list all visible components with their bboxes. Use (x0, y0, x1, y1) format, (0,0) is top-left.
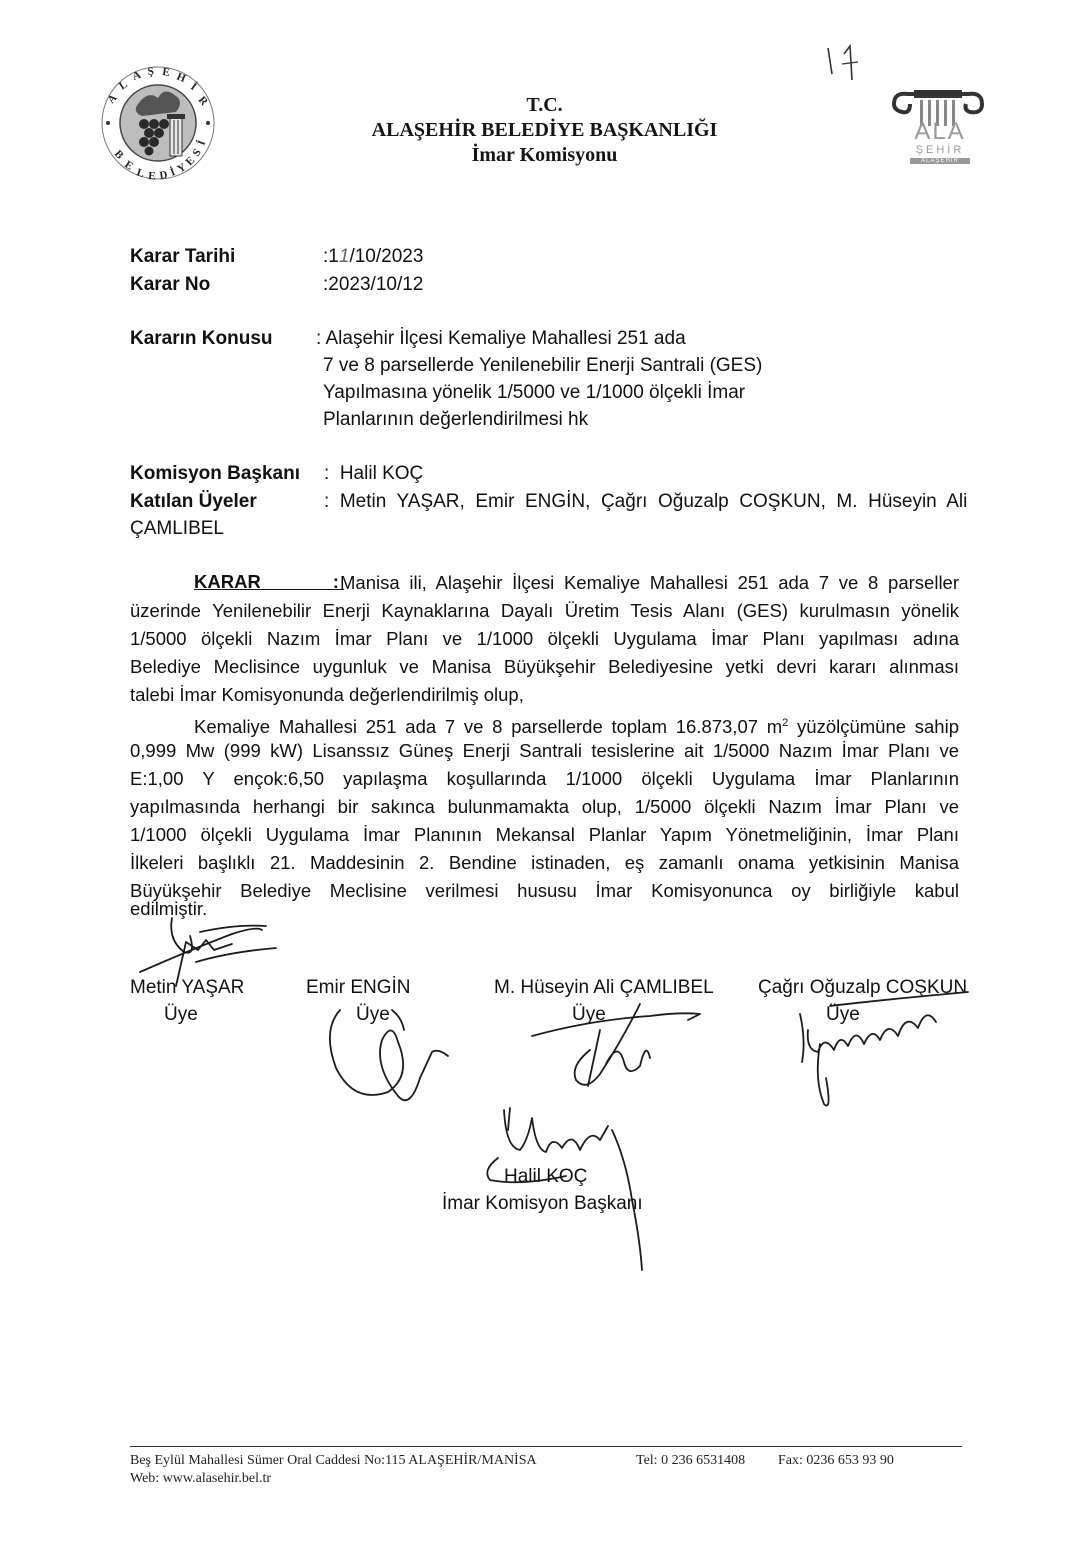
svg-text:S: S (190, 147, 204, 159)
decision-p2-line-5: 1/1000 ölçekli Uygulama İmar Planının Mekansal Planlar Yapım Yönetmeliğinin, İmar Planı (130, 824, 959, 845)
signature-1-name: Metin YAŞAR (130, 977, 245, 998)
svg-text:A: A (105, 92, 120, 107)
signature-1-handwriting (140, 918, 276, 986)
chair-signature-name: Halil KOÇ (504, 1166, 588, 1187)
signature-3-role: Üye (572, 1004, 606, 1025)
subject-line-4: Planlarının değerlendirilmesi hk (323, 409, 589, 430)
header-commission: İmar Komisyonu (471, 144, 618, 166)
svg-text:E: E (183, 154, 198, 169)
members-label: Katılan Üyeler (130, 491, 257, 512)
svg-text:L: L (135, 166, 146, 181)
svg-text:B: B (111, 147, 126, 162)
svg-text:İ: İ (168, 166, 178, 179)
decision-p1-line-4: Belediye Meclisince uygunluk ve Manisa Büyükşehir Belediyesine yetki devri kararı alınması (130, 656, 959, 677)
decision-p1-line-3: 1/5000 ölçekli Nazım İmar Planı ve 1/1000 ölçekli Uygulama İmar Planı yapılması adına (130, 628, 959, 649)
svg-text:H: H (174, 70, 188, 85)
signature-2-name: Emir ENGİN (306, 977, 411, 998)
decision-p1-line-5: talebi İmar Komisyonunda değerlendirilmiş olup, (130, 684, 524, 705)
subject-line-1: : Alaşehir İlçesi Kemaliye Mahallesi 251 ada (316, 328, 686, 349)
signature-4-role: Üye (826, 1004, 860, 1025)
chair-signature-role: İmar Komisyon Başkanı (442, 1193, 643, 1214)
svg-text:İ: İ (195, 138, 209, 148)
subject-line-3: Yapılmasına yönelik 1/5000 ve 1/1000 ölçekli İmar (323, 382, 746, 403)
footer-tel: Tel: 0 236 6531408 (636, 1453, 746, 1468)
city-logo-text-top: ALA (914, 118, 966, 145)
decision-p2-line-3: E:1,00 Y ençok:6,50 yapılaşma koşullarında 1/1000 ölçekli Uygulama İmar Planlarının (130, 768, 959, 789)
signature-3-handwriting (532, 1004, 700, 1086)
date-label: Karar Tarihi (130, 246, 236, 267)
city-logo-text-bottom: ŞEHİR (915, 144, 965, 156)
decision-label-text: KARAR (194, 571, 261, 592)
footer-divider (130, 1446, 962, 1447)
footer-fax: Fax: 0236 653 93 90 (778, 1453, 894, 1468)
date-value-handwritten: 1 (338, 246, 350, 267)
footer-address: Beş Eylül Mahallesi Sümer Oral Caddesi No:115 ALAŞEHİR/MANİSA (130, 1453, 537, 1468)
subject-label: Kararın Konusu (130, 328, 273, 349)
chair-value: : Halil KOÇ (324, 463, 424, 484)
svg-text:L: L (116, 78, 130, 93)
page-mark (822, 44, 872, 84)
chair-label: Komisyon Başkanı (130, 463, 300, 484)
decision-p2-line-8: edilmiştir. (130, 898, 208, 919)
decision-p2-line-1-a: Kemaliye Mahallesi 251 ada 7 ve 8 parsellerde toplam 16.873,07 m (194, 716, 783, 738)
svg-text:E: E (161, 66, 171, 79)
decision-p1-line-1: Manisa ili, Alaşehir İlçesi Kemaliye Mahallesi 251 ada 7 ve 8 parseller (340, 572, 959, 593)
svg-text:E: E (147, 170, 156, 183)
decision-p1-line-2: üzerinde Yenilenebilir Enerji Kaynaklarına Dayalı Üretim Tesis Alanı (GES) kurulmasın yönelik (130, 600, 959, 621)
date-value-prefix: :1 (323, 246, 339, 267)
members-continued: ÇAMLIBEL (130, 518, 224, 539)
svg-text:Y: Y (175, 161, 189, 176)
signature-3-name: M. Hüseyin Ali ÇAMLIBEL (494, 977, 714, 998)
city-logo-small: ALAŞEHİR (910, 158, 970, 164)
decision-p2-line-4: yapılmasında herhangi bir sakınca bulunmamakta olup, 1/5000 ölçekli Nazım İmar Planı ve (130, 796, 959, 817)
signature-4-name: Çağrı Oğuzalp COŞKUN (758, 977, 968, 998)
svg-text:D: D (158, 168, 169, 182)
decision-p2-line-6: İlkeleri başlıklı 21. Maddesinin 2. Bendine istinaden, eş zamanlı onama yetkisinin Manisa (130, 852, 959, 873)
header-tc: T.C. (526, 94, 563, 116)
decision-p2-line-2: 0,999 Mw (999 kW) Lisanssız Güneş Enerji Santrali tesislerine ait 1/5000 Nazım İmar Planı ve (130, 740, 959, 761)
date-value-suffix: /10/2023 (349, 246, 424, 267)
no-label: Karar No (130, 274, 211, 295)
members-value: : Metin YAŞAR, Emir ENGİN, Çağrı Oğuzalp COŞKUN, M. Hüseyin Ali (324, 491, 968, 512)
decision-p2-area-unit-sup: 2 (782, 717, 789, 729)
no-value: :2023/10/12 (323, 274, 424, 295)
decision-label-colon: : (332, 571, 339, 592)
chair-signature-handwriting (487, 1108, 642, 1270)
footer-web: Web: www.alasehir.bel.tr (130, 1471, 272, 1486)
decision-p2-line-7: Büyükşehir Belediye Meclisine verilmesi hususu İmar Komisyonunca oy birliğiyle kabul (130, 880, 959, 901)
svg-text:A: A (130, 68, 143, 83)
decision-label (194, 571, 344, 593)
decision-p2-line-1-b: yüzölçümüne sahip (788, 716, 959, 738)
svg-text:R: R (195, 94, 211, 109)
date-value (323, 246, 423, 268)
svg-text:E: E (122, 158, 136, 173)
svg-text:Ş: Ş (147, 65, 155, 78)
svg-text:İ: İ (188, 80, 199, 93)
header-municipality: ALAŞEHİR BELEDİYE BAŞKANLIĞI (371, 119, 718, 141)
page-mark-handwriting (822, 44, 872, 84)
signature-2-role: Üye (356, 1004, 390, 1025)
signature-1-role: Üye (164, 1004, 198, 1025)
subject-line-2: 7 ve 8 parsellerde Yenilenebilir Enerji Santrali (GES) (323, 355, 763, 376)
